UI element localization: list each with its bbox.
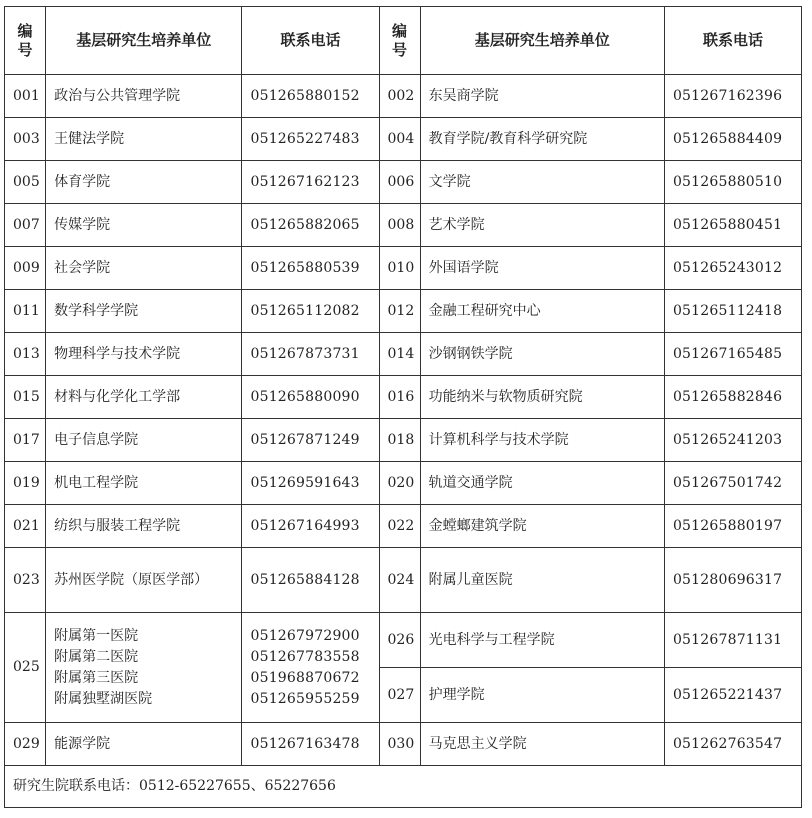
unit-phone-right: 051262763547 (664, 723, 801, 766)
table-row (5, 548, 802, 613)
table-row (5, 505, 802, 548)
unit-phone-right: 051265882846 (664, 376, 801, 419)
unit-number-right: 022 (379, 505, 420, 548)
table-row (5, 613, 802, 668)
unit-number-right: 008 (379, 204, 420, 247)
table-row (5, 419, 802, 462)
unit-name-right: 文学院 (420, 161, 664, 204)
unit-phone-right: 051265880510 (664, 161, 801, 204)
unit-name-right: 马克思主义学院 (420, 723, 664, 766)
header-number-char1: 编 (392, 21, 408, 40)
unit-phone-line: 051265955259 (250, 690, 360, 707)
header-number-char2: 号 (392, 40, 408, 59)
unit-number-left: 015 (5, 376, 46, 419)
table-row (5, 376, 802, 419)
table-row (5, 723, 802, 766)
table-row (5, 462, 802, 505)
unit-phone-left: 051267162123 (242, 161, 379, 204)
unit-name-right: 教育学院/教育科学研究院 (420, 118, 664, 161)
header-unit-left: 基层研究生培养单位 (46, 7, 242, 75)
unit-number-left: 019 (5, 462, 46, 505)
unit-number-right: 026 (379, 613, 420, 668)
unit-phone-left: 051265880152 (242, 75, 379, 118)
unit-number-right: 014 (379, 333, 420, 376)
unit-phone-left: 051269591643 (242, 462, 379, 505)
table-row (5, 247, 802, 290)
unit-name-left: 机电工程学院 (46, 462, 242, 505)
unit-number-right: 030 (379, 723, 420, 766)
header-number-left (5, 7, 46, 75)
unit-name-left: 苏州医学院（原医学部） (46, 548, 242, 613)
unit-name-left: 物理科学与技术学院 (46, 333, 242, 376)
unit-number-right: 024 (379, 548, 420, 613)
unit-number-right: 010 (379, 247, 420, 290)
header-phone-left: 联系电话 (242, 7, 379, 75)
header-unit-right: 基层研究生培养单位 (420, 7, 664, 75)
unit-phone-right: 051267162396 (664, 75, 801, 118)
unit-phone-left: 051265882065 (242, 204, 379, 247)
unit-name-right: 护理学院 (420, 668, 664, 723)
table-row (5, 204, 802, 247)
unit-number-left: 005 (5, 161, 46, 204)
unit-phone-right: 051267165485 (664, 333, 801, 376)
footer-row (5, 766, 802, 808)
unit-name-left: 数学科学学院 (46, 290, 242, 333)
unit-name-line: 附属独墅湖医院 (54, 690, 153, 707)
unit-phone-left: 051267873731 (242, 333, 379, 376)
unit-phone-right: 051265221437 (664, 668, 801, 723)
header-row (5, 7, 802, 75)
unit-phone-right: 051265880197 (664, 505, 801, 548)
unit-number-right: 004 (379, 118, 420, 161)
table-row (5, 118, 802, 161)
unit-name-group-left (46, 613, 242, 723)
unit-name-right: 外国语学院 (420, 247, 664, 290)
unit-phone-line: 051267972900 (250, 627, 360, 644)
table-row (5, 75, 802, 118)
unit-name-left: 社会学院 (46, 247, 242, 290)
unit-name-right: 金融工程研究中心 (420, 290, 664, 333)
unit-phone-right: 051265112418 (664, 290, 801, 333)
header-number-char2: 号 (17, 40, 33, 59)
unit-number-right: 018 (379, 419, 420, 462)
unit-name-left: 能源学院 (46, 723, 242, 766)
unit-name-line: 附属第二医院 (54, 648, 139, 665)
unit-phone-left: 051267164993 (242, 505, 379, 548)
unit-number-right: 020 (379, 462, 420, 505)
unit-number-left: 013 (5, 333, 46, 376)
unit-phone-right: 051267501742 (664, 462, 801, 505)
header-number-right (379, 7, 420, 75)
unit-name-left: 材料与化学化工学部 (46, 376, 242, 419)
unit-phone-right: 051267871131 (664, 613, 801, 668)
unit-phone-left: 051265884128 (242, 548, 379, 613)
unit-number-left: 029 (5, 723, 46, 766)
unit-phone-left: 051265880539 (242, 247, 379, 290)
table-row (5, 290, 802, 333)
unit-number-left: 021 (5, 505, 46, 548)
unit-name-left: 体育学院 (46, 161, 242, 204)
unit-name-right: 功能纳米与软物质研究院 (420, 376, 664, 419)
unit-name-left: 传媒学院 (46, 204, 242, 247)
unit-name-left: 电子信息学院 (46, 419, 242, 462)
unit-name-right: 计算机科学与技术学院 (420, 419, 664, 462)
graduate-school-phone: 研究生院联系电话：0512-65227655、65227656 (5, 766, 802, 808)
unit-number-left: 023 (5, 548, 46, 613)
unit-phone-left: 051265880090 (242, 376, 379, 419)
unit-phone-left: 051267163478 (242, 723, 379, 766)
unit-phone-right: 051265880451 (664, 204, 801, 247)
unit-phone-right: 051265241203 (664, 419, 801, 462)
unit-name-line: 附属第三医院 (54, 669, 139, 686)
unit-number-right: 012 (379, 290, 420, 333)
unit-number-left: 007 (5, 204, 46, 247)
unit-name-right: 沙钢钢铁学院 (420, 333, 664, 376)
unit-number-left: 017 (5, 419, 46, 462)
unit-phone-line: 051968870672 (250, 669, 360, 686)
unit-number-left: 025 (5, 613, 46, 723)
unit-phone-line: 051267783558 (250, 648, 360, 665)
unit-name-right: 东吴商学院 (420, 75, 664, 118)
unit-number-left: 009 (5, 247, 46, 290)
contact-table (4, 6, 802, 808)
table-row (5, 333, 802, 376)
unit-phone-right: 051265243012 (664, 247, 801, 290)
unit-number-right: 016 (379, 376, 420, 419)
unit-phone-left: 051265227483 (242, 118, 379, 161)
unit-name-line: 附属第一医院 (54, 627, 139, 644)
unit-number-right: 002 (379, 75, 420, 118)
table-row (5, 161, 802, 204)
unit-phone-group-left (242, 613, 379, 723)
header-phone-right: 联系电话 (664, 7, 801, 75)
unit-name-right: 金螳螂建筑学院 (420, 505, 664, 548)
unit-number-right: 006 (379, 161, 420, 204)
unit-number-right: 027 (379, 668, 420, 723)
unit-number-left: 011 (5, 290, 46, 333)
unit-name-left: 纺织与服装工程学院 (46, 505, 242, 548)
unit-name-left: 王健法学院 (46, 118, 242, 161)
header-number-char1: 编 (17, 21, 33, 40)
unit-name-left: 政治与公共管理学院 (46, 75, 242, 118)
unit-name-right: 轨道交通学院 (420, 462, 664, 505)
unit-name-right: 光电科学与工程学院 (420, 613, 664, 668)
unit-phone-right: 051280696317 (664, 548, 801, 613)
unit-number-left: 003 (5, 118, 46, 161)
unit-number-left: 001 (5, 75, 46, 118)
unit-phone-left: 051265112082 (242, 290, 379, 333)
unit-phone-left: 051267871249 (242, 419, 379, 462)
unit-name-right: 艺术学院 (420, 204, 664, 247)
unit-name-right: 附属儿童医院 (420, 548, 664, 613)
unit-phone-right: 051265884409 (664, 118, 801, 161)
